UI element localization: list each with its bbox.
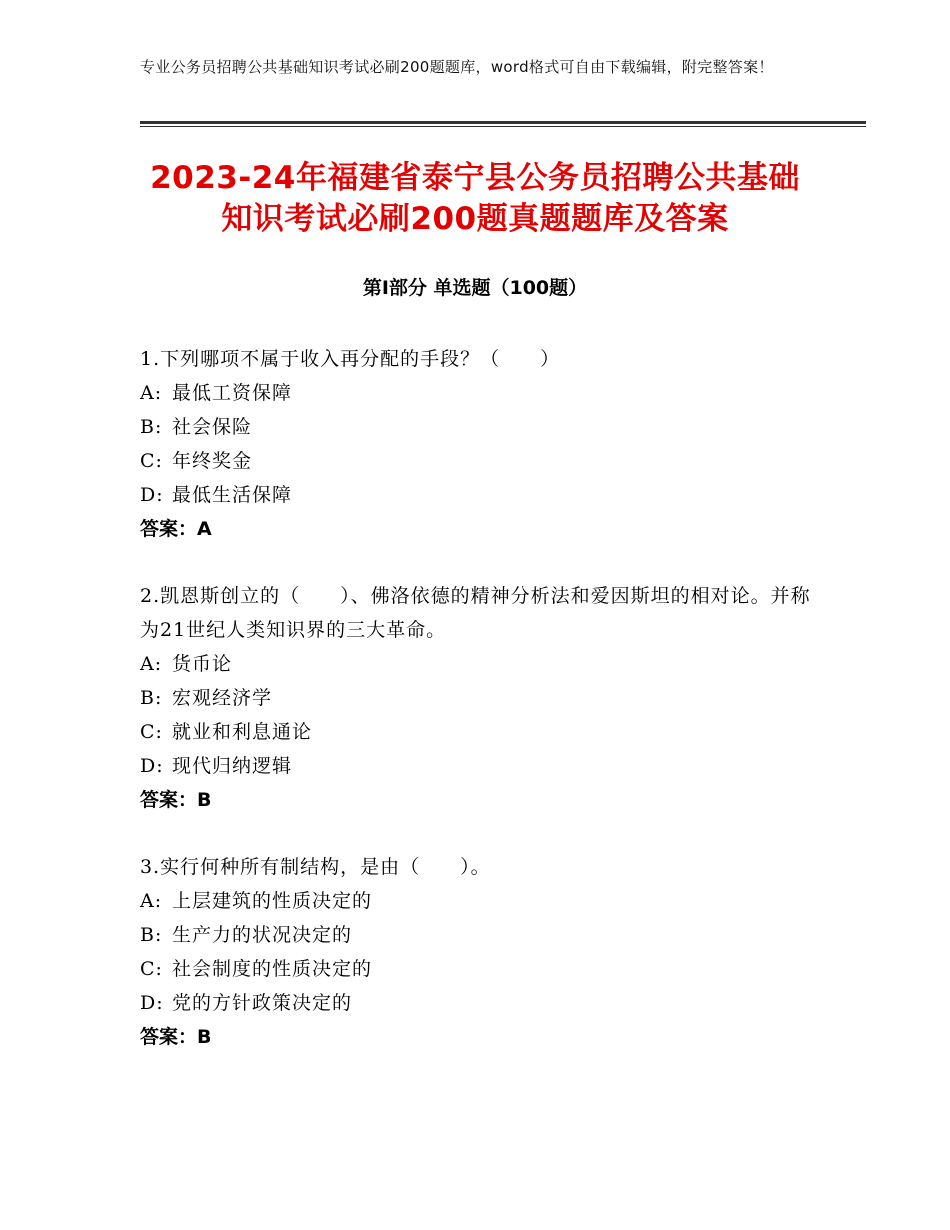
option-letter: A:: [140, 382, 163, 404]
header-divider-thin: [140, 126, 866, 127]
document-title: 2023-24年福建省泰宁县公务员招聘公共基础知识考试必刷200题真题题库及答案: [150, 160, 800, 237]
option-text: 最低生活保障: [172, 484, 293, 506]
question-option: [140, 715, 820, 749]
question-option: [140, 986, 820, 1020]
question-item: [140, 342, 820, 546]
option-letter: D:: [140, 484, 164, 506]
question-option: [140, 952, 820, 986]
option-text: 党的方针政策决定的: [172, 992, 353, 1014]
question-option: [140, 647, 820, 681]
option-text: 就业和利息通论: [172, 721, 313, 743]
option-text: 货币论: [172, 653, 233, 675]
option-letter: C:: [140, 450, 163, 472]
option-letter: B:: [140, 924, 163, 946]
question-stem: 2.凯恩斯创立的（ ）、佛洛依德的精神分析法和爱因斯坦的相对论。并称为21世纪人类知识界的三大革命。: [140, 585, 811, 641]
option-letter: C:: [140, 721, 163, 743]
option-letter: B:: [140, 416, 163, 438]
option-text: 最低工资保障: [172, 382, 293, 404]
option-text: 生产力的状况决定的: [172, 924, 353, 946]
question-answer: 答案：B: [140, 789, 212, 811]
page-header-note: 专业公务员招聘公共基础知识考试必刷200题题库，word格式可自由下载编辑，附完整答案！: [140, 58, 774, 76]
header-divider: [140, 121, 866, 124]
question-list: [140, 342, 820, 1087]
section-title: 第Ⅰ部分 单选题（100题）: [362, 277, 588, 299]
option-text: 社会制度的性质决定的: [172, 958, 373, 980]
question-option: [140, 884, 820, 918]
option-text: 社会保险: [172, 416, 253, 438]
option-text: 上层建筑的性质决定的: [172, 890, 373, 912]
question-answer: 答案：B: [140, 1026, 212, 1048]
option-letter: D:: [140, 755, 164, 777]
question-item: [140, 850, 820, 1054]
option-letter: B:: [140, 687, 163, 709]
question-stem: 1.下列哪项不属于收入再分配的手段？（ ）: [140, 348, 561, 370]
question-option: [140, 749, 820, 783]
question-answer: 答案：A: [140, 518, 212, 540]
question-option: [140, 410, 820, 444]
option-letter: C:: [140, 958, 163, 980]
question-option: [140, 444, 820, 478]
option-text: 宏观经济学: [172, 687, 273, 709]
option-letter: D:: [140, 992, 164, 1014]
question-stem: 3.实行何种所有制结构，是由（ ）。: [140, 856, 491, 878]
question-option: [140, 376, 820, 410]
question-option: [140, 478, 820, 512]
question-option: [140, 681, 820, 715]
option-letter: A:: [140, 890, 163, 912]
option-letter: A:: [140, 653, 163, 675]
question-item: [140, 579, 820, 817]
option-text: 年终奖金: [172, 450, 253, 472]
question-option: [140, 918, 820, 952]
option-text: 现代归纳逻辑: [172, 755, 293, 777]
